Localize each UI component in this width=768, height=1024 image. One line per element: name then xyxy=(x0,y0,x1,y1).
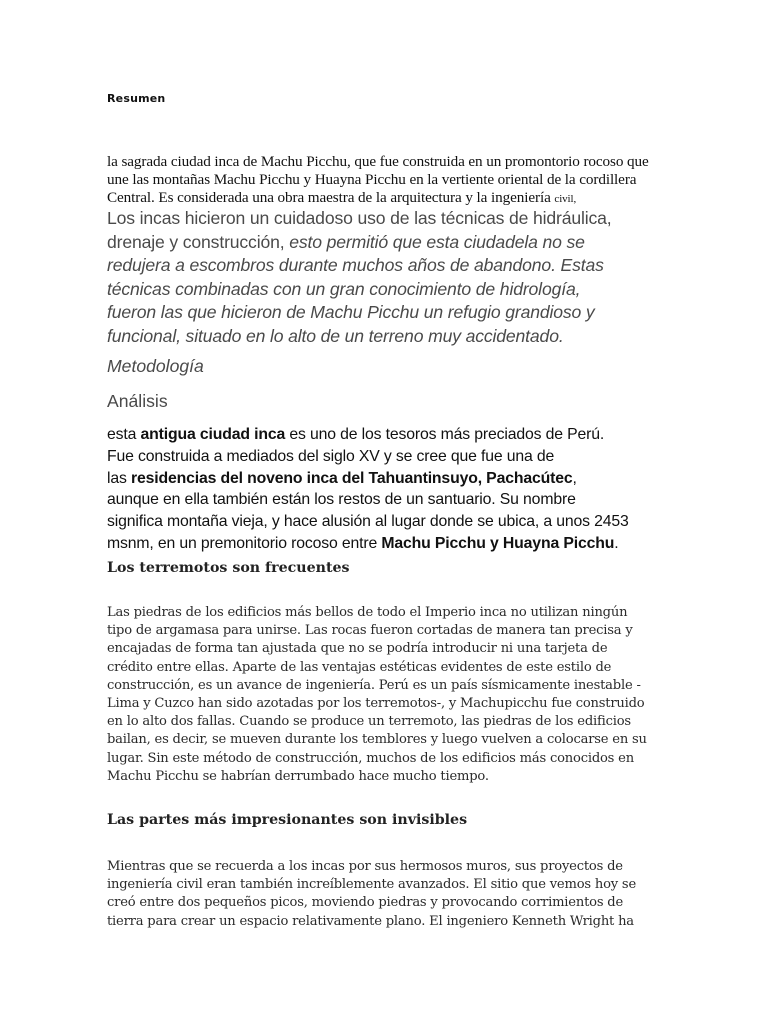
text-line: bailan, es decir, se mueven durante los temblores y luego vuelven a colocarse en su xyxy=(107,732,647,748)
text-line: Mientras que se recuerda a los incas por sus hermosos muros, sus proyectos de xyxy=(107,859,623,874)
text-line: Los incas hicieron un cuidadoso uso de las técnicas de hidráulica, xyxy=(107,208,612,228)
text-line: ingeniería civil eran también increíblemente avanzados. El sitio que vemos hoy se xyxy=(107,877,637,893)
text-line: Las piedras de los edificios más bellos de todo el Imperio inca no utilizan ningún xyxy=(107,605,628,620)
text-line: lugar. Sin este método de construcción, muchos de los edificios más conocidos en xyxy=(107,750,634,766)
italic-line: fueron las que hicieron de Machu Picchu un refugio grandioso y xyxy=(107,302,595,322)
earthquakes-paragraph xyxy=(107,604,663,786)
text-line xyxy=(107,468,663,490)
text-line: la sagrada ciudad inca de Machu Picchu, que fue construida en un promontorio rocoso que xyxy=(107,153,649,170)
invisible-parts-paragraph xyxy=(107,858,663,931)
text-line: Fue construida a mediados del siglo XV y se cree que fue una de xyxy=(107,447,555,465)
text-line: aunque en ella también están los restos de un santuario. Su nombre xyxy=(107,491,576,509)
text-line: Machu Picchu se habrían derrumbado hace mucho tiempo. xyxy=(107,768,489,784)
text-line: une las montañas Machu Picchu y Huayna Picchu en la vertiente oriental de la cordillera xyxy=(107,171,637,188)
text-line: en lo alto dos fallas. Cuando se produce un terremoto, las piedras de los edificios xyxy=(107,714,631,730)
text-line: significa montaña vieja, y hace alusión al lugar donde se ubica, a unos 2453 xyxy=(107,513,629,531)
analysis-heading: Análisis xyxy=(107,391,168,411)
text-run: msnm, en un premonitorio rocoso entre xyxy=(107,534,382,552)
bold-run: Machu Picchu y Huayna Picchu xyxy=(381,534,615,552)
italic-line: técnicas combinadas con un gran conocimiento de hidrología, xyxy=(107,278,581,299)
text-line: encajadas de forma tan ajustada que no se podría introducir ni una tarjeta de xyxy=(107,641,608,657)
text-line: tipo de argamasa para unirse. Las rocas fueron cortadas de manera tan precisa y xyxy=(107,623,633,639)
text-run: esta xyxy=(107,426,141,443)
bold-run: residencias del noveno inca del Tahuantinsuyo, Pachacútec xyxy=(130,469,573,487)
text-run: las xyxy=(107,469,131,487)
italic-line: redujera a escombros durante muchos años de abandono. Estas xyxy=(107,255,604,275)
text-run-small: civil, xyxy=(554,193,577,205)
incas-paragraph xyxy=(107,207,663,348)
summary-heading: Resumen xyxy=(107,92,166,105)
text-line: creó entre dos pequeños picos, moviendo piedras y provocando corrimientos de xyxy=(107,895,624,911)
methodology-heading: Metodología xyxy=(107,356,204,376)
text-run: . xyxy=(614,534,619,552)
text-line xyxy=(107,231,663,255)
text-line xyxy=(107,533,663,555)
italic-run: esto permitió que esta ciudadela no se xyxy=(289,231,585,252)
analysis-paragraph xyxy=(107,424,663,555)
text-run: , xyxy=(572,469,577,487)
text-line: tierra para crear un espacio relativamente plano. El ingeniero Kenneth Wright ha xyxy=(107,913,634,929)
text-line xyxy=(107,424,663,446)
text-run: Central. Es considerada una obra maestra de la arquitectura y la ingeniería xyxy=(107,189,551,206)
invisible-parts-heading: Las partes más impresionantes son invisibles xyxy=(107,812,468,828)
bold-run: antigua ciudad inca xyxy=(140,426,286,443)
intro-paragraph xyxy=(107,153,663,208)
italic-line: funcional, situado en lo alto de un terreno muy accidentado. xyxy=(107,325,564,346)
text-run: es uno de los tesoros más preciados de Perú. xyxy=(285,426,605,443)
text-line: construcción, es un avance de ingeniería. Perú es un país sísmicamente inestable - xyxy=(107,677,641,693)
text-run: drenaje y construcción, xyxy=(107,231,290,252)
text-line xyxy=(107,189,663,208)
text-line: crédito entre ellas. Aparte de las ventajas estéticas evidentes de este estilo de xyxy=(107,659,612,675)
earthquakes-heading: Los terremotos son frecuentes xyxy=(107,560,350,576)
text-line: Lima y Cuzco han sido azotadas por los terremotos-, y Machupicchu fue construido xyxy=(107,696,645,712)
